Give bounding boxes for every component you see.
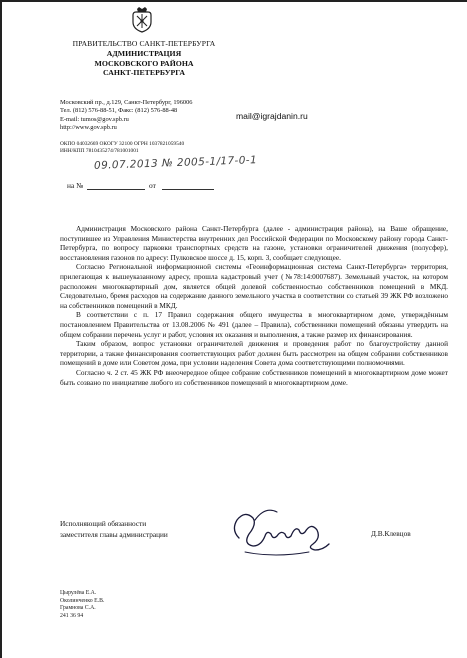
phone-line: Тел. (812) 576-88-51, Факс: (812) 576-88-48: [60, 107, 178, 115]
handwritten-registration-number: 09.07.2013 № 2005-1/17-0-1: [93, 154, 258, 172]
executor-phone: 241 36 94: [60, 612, 84, 619]
admin-title-line: МОСКОВСКОГО РАЙОНА: [94, 58, 194, 68]
reference-date-blank: [162, 189, 214, 190]
executor-line: Околинченко Е.В.: [60, 597, 105, 604]
reference-date-label: от: [149, 181, 156, 190]
body-paragraph: Согласно ч. 2 ст. 45 ЖК РФ внеочередное общее собрание собственников помещений в многоквартирном доме может быть созвано по инициативе любого из собственников помещений в многоквартирном доме.: [60, 367, 448, 387]
admin-title-line: АДМИНИСТРАЦИЯ: [106, 49, 182, 58]
codes-line: ОКПО 04032669 ОКОГУ 32100 ОГРН 1037821059540: [60, 141, 185, 147]
body-paragraph: Администрация Московского района Санкт-Петербурга (далее - администрация района), на Ваше обращение, поступившее из Управления Министерства внутренних дел Российской Федерации по Московскому району города Санкт-Петербурга, по вопросу парковки транспортных средств на газоне, установки ограничителей движения (полусфер), восстановления газонов по адресу: Пулковское шоссе д. 15, корп. 3, сообщает следующее.: [60, 224, 448, 262]
scan-border-left: [0, 0, 2, 658]
body-paragraph: В соответствии с п. 17 Правил содержания общего имущества в многоквартирном доме, утверждённым постановлением Правительства от 13.08.2006 № 491 (далее – Правила), собственники помещений обязаны утвердить на общем собрании перечень услуг и работ, условия их оказания и выполнения, а также размер их финансирования.: [60, 310, 448, 339]
signatory-position-line: Исполняющий обязанности: [60, 519, 147, 528]
body-paragraph: Согласно Региональной информационной системы «Геоинформационная система Санкт-Петербурга» территория, прилегающая к вышеуказанному адресу, прошла кадастровый учет (№78:14:0007687). Земельный участок, на котором расположен многоквартирный дом, является общей долевой собственностью собственников помещений в МКД. Следовательно, бремя расходов на содержание данного земельного участка в соответствии со статьей 39 ЖК РФ возложено на собственников помещений в МКД.: [60, 262, 448, 310]
scan-border-top: [0, 0, 467, 2]
reference-number-blank: [87, 189, 145, 190]
signatory-name: Д.В.Клевцов: [371, 529, 411, 538]
website-line: http://www.gov.spb.ru: [60, 124, 117, 132]
coat-of-arms-icon: [128, 6, 156, 34]
executor-line: Грамнова С.А.: [60, 605, 96, 612]
reference-number-label: на №: [67, 181, 84, 190]
address-line: Московский пр., д.129, Санкт-Петербург, 196006: [60, 99, 193, 106]
letter-body: [60, 224, 448, 387]
codes-line: ИНН/КПП 7810435274/781001001: [60, 148, 139, 155]
signatory-position: [60, 519, 168, 540]
handwritten-signature: [225, 500, 335, 570]
body-paragraph: Таким образом, вопрос установки ограничителей движения и проведения работ по благоустройству данной территории, а также финансирования соответствующих работ должен быть рассмотрен на общем собрании собственников помещений в доме или Советом дома, при условии наделения Совета дома соответствующими полномочиями.: [60, 339, 448, 368]
admin-title-line: САНКТ-ПЕТЕРБУРГА: [103, 68, 185, 78]
email-line: E-mail: tumos@gov.spb.ru: [60, 115, 129, 123]
recipient-email: mail@igrajdanin.ru: [236, 111, 308, 121]
address-block: [60, 99, 193, 133]
registry-codes: [60, 141, 184, 155]
signatory-position-line: заместителя главы администрации: [60, 529, 168, 539]
government-title: ПРАВИТЕЛЬСТВО САНКТ-ПЕТЕРБУРГА: [72, 39, 216, 48]
executors-block: [60, 590, 104, 620]
executor-line: Цырулёва Е.А.: [60, 590, 97, 596]
administration-title: [40, 49, 248, 78]
